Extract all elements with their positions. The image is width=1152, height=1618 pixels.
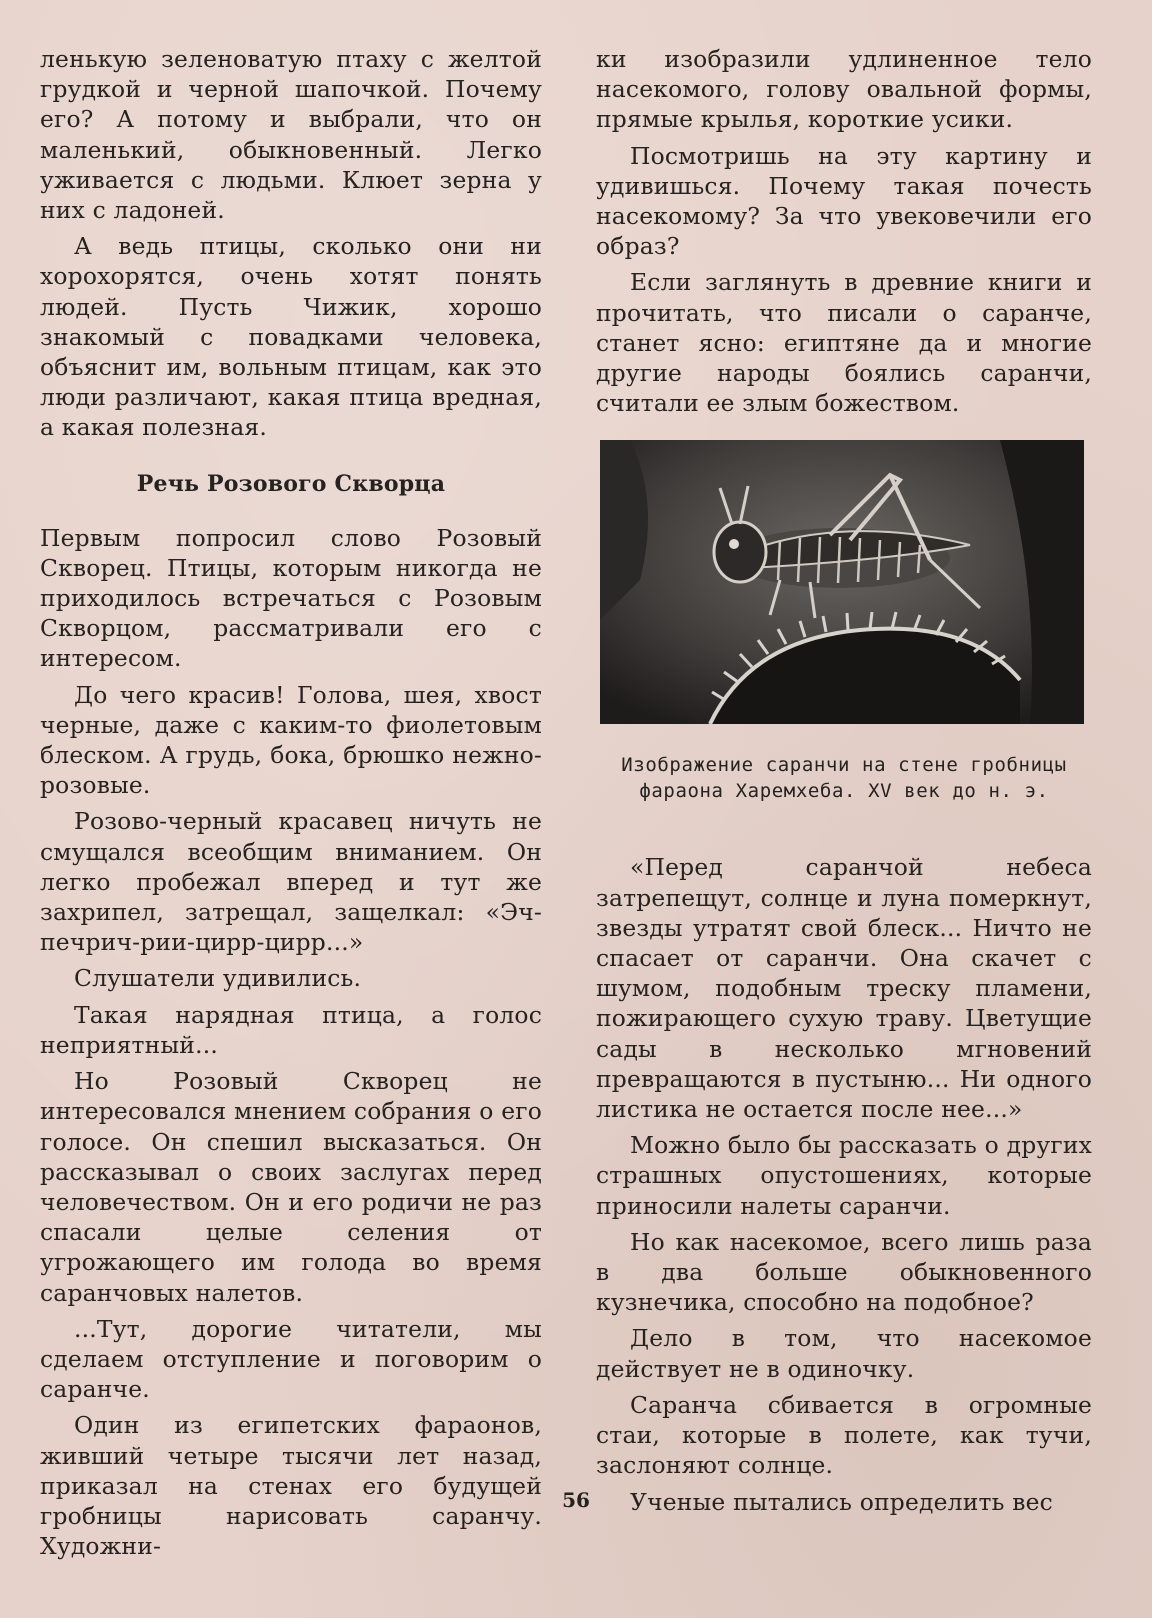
paragraph: Посмотришь на эту картину и удивишься. Почему такая почесть насекомому? За что увековечили его образ?: [596, 141, 1092, 261]
paragraph: Саранча сбивается в огромные стаи, которые в полете, как тучи, заслоняют солнце.: [596, 1390, 1092, 1480]
left-column: [40, 44, 542, 1567]
paragraph: Розово-черный красавец ничуть не смущался всеобщим вниманием. Он легко пробежал вперед и тут же захрипел, затрещал, защелкал: «Эч-печрич-рии-цирр-цирр...»: [40, 807, 542, 957]
paragraph: Слушатели удивились.: [74, 964, 362, 993]
paragraph: ленькую зеленоватую птаху с желтой грудкой и черной шапочкой. Почему его? А потому и выбрали, что он маленький, обыкновенный. Легко уживается с людьми. Клюет зерна у них с ладоней.: [40, 45, 542, 225]
paragraph: Первым попросил слово Розовый Скворец. Птицы, которым никогда не приходилось встречаться с Розовым Скворцом, рассматривали его с интересом.: [40, 523, 542, 673]
paragraph: Ученые пытались определить вес: [630, 1487, 1053, 1516]
paragraph: Такая нарядная птица, а голос неприятный...: [40, 1000, 542, 1059]
paragraph: Один из египетских фараонов, живший четыре тысячи лет назад, приказал на стенах его будущей гробницы нарисовать саранчу. Художни-: [40, 1411, 542, 1561]
section-heading: Речь Розового Скворца: [136, 470, 446, 497]
paragraph: Но Розовый Скворец не интересовался мнением собрания о его голосе. Он спешил высказаться. Он рассказывал о своих заслугах перед человечеством. Он и его родичи не раз спасали целые селения от угрожающего им голода во время саранчовых налетов.: [40, 1067, 542, 1307]
paragraph: Но как насекомое, всего лишь раза в два больше обыкновенного кузнечика, способно на подобное?: [596, 1227, 1092, 1317]
paragraph: Дело в том, что насекомое действует не в одиночку.: [596, 1324, 1092, 1383]
figure: [596, 440, 1092, 804]
paragraph: ...Тут, дорогие читатели, мы сделаем отступление и поговорим о саранче.: [40, 1314, 542, 1404]
right-column: [596, 44, 1092, 1523]
paragraph: Если заглянуть в древние книги и прочитать, что писали о саранче, станет ясно: египтяне да и многие другие народы боялись саранчи, считали ее злым божеством.: [596, 268, 1092, 418]
paragraph: ки изобразили удлиненное тело насекомого, голову овальной формы, прямые крылья, короткие усики.: [596, 45, 1092, 134]
figure-caption: Изображение саранчи на стене гробницы фараона Харемхеба. XV век до н. э.: [621, 754, 1067, 803]
paragraph: До чего красив! Голова, шея, хвост черные, даже с каким-то фиолетовым блеском. А грудь, бока, брюшко нежно-розовые.: [40, 680, 542, 800]
paragraph: Можно было бы рассказать о других страшных опустошениях, которые приносили налеты саранчи.: [596, 1131, 1092, 1220]
paragraph: «Перед саранчой небеса затрепещут, солнце и луна померкнут, звезды утратят свой блеск... Ничто не спасает от саранчи. Она скачет с шумом, подобным треску пламени, пожирающего сухую траву. Цветущие сады в несколько мгновений превращаются в пустыню... Ни одного листика не остается после нее...»: [596, 853, 1092, 1124]
page-number: 56: [562, 1488, 590, 1512]
locust-tomb-painting-image: [600, 440, 1084, 724]
paragraph: А ведь птицы, сколько они ни хорохорятся, очень хотят понять людей. Пусть Чижик, хорошо знакомый с повадками человека, объяснит им, вольным птицам, как это люди различают, какая птица вредная, а какая полезная.: [40, 232, 542, 442]
